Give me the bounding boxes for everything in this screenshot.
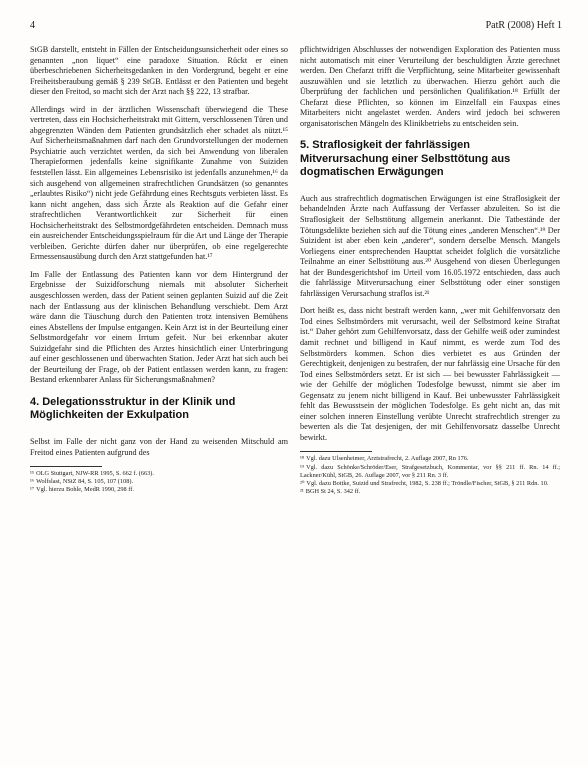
footnote — [300, 455, 560, 463]
footnote — [300, 488, 560, 496]
footnote — [30, 486, 288, 494]
right-column — [300, 45, 560, 496]
body-paragraph: Selbst im Falle der nicht ganz von der Hand zu weisenden Mitschuld am Freitod eines Patienten aufgrund des — [30, 436, 288, 457]
footnote-text: BGH St 24, S. 342 ff. — [305, 487, 361, 495]
footnote — [300, 464, 560, 480]
body-paragraph: StGB darstellt, entsteht in Fällen der Entscheidungsunsicherheit oder eines so genannten „non liquet“ eine paradoxe Situation. Rückt er einen überbeschriebenen Sicherheitsgedanken in den Vordergrund, begeht er eine Freiheitsberaubung gemäß § 239 StGB. Entlässt er den Patienten und begeht dieser den Freitod, so macht sich der Arzt nach §§ 222, 13 strafbar. — [30, 45, 288, 97]
body-paragraph: Dort heißt es, dass nicht bestraft werden kann, „wer mit Gehilfenvorsatz den Tod eines Selbstmörders mit verursacht, weil der Selbstmord keine Straftat ist.“ Daher gehört zum Gehilfenvorsatz, dass der Gehilfe weiß oder zumindest damit rechnet und billigend in Kauf nimmt, es werde zum Tod des Selbstmörders kommen. Schon dies verbietet es aus Gründen der Gerechtigkeit, denjenigen zu bestrafen, der nur fahrlässig eine Ursache für den Tod eines Selbstmörders setzt. Er ist sich — bei bewusster Fahrlässigkeit — wie der Gehilfe der möglichen Todesfolge bewusst, nimmt sie aber im Gegensatz zu jenem nicht billigend in Kauf. Bei unbewusster Fahrlässigkeit fehlt das Bewusstsein der möglichen Todesfolge. Es geht nicht an, das mit einer solchen inneren Einstellung verübte Unrecht strafrechtlich strenger zu bewerten als die Tat desjenigen, der mit Gehilfenvorsatz dasselbe Unrecht bewirkt. — [300, 306, 560, 442]
footnote — [30, 470, 288, 478]
footnote-number: ¹⁷ — [30, 486, 35, 494]
footnote-text: Vgl. hierzu Bohle, MedR 1990, 298 ff. — [36, 486, 134, 494]
footnote-divider — [30, 466, 102, 467]
footnote-number: ¹⁸ — [300, 455, 305, 463]
footnote-number: ¹⁵ — [30, 470, 35, 478]
body-paragraph: Auch aus strafrechtlich dogmatischen Erwägungen ist eine Straflosigkeit der behandelnden Ärzte nach Auffassung der Verfasser abzuleiten. So ist die Straflosigkeit der Selbsttötung allgemein anerkannt. Die Tatbestände der Tötungsdelikte beziehen sich auf die Tötung eines „anderen Menschen“.¹⁹ Der Suizident ist aber eben kein „anderer“, sondern derselbe Mensch. Mangels Vorliegens einer entsprechenden Haupttat scheidet folglich die vorsätzliche Teilnahme an einer Selbsttötung aus.²⁰ Ausgehend von diesen Überlegungen hat der Bundesgerichtshof im Urteil vom 16.05.1972 entschieden, dass auch die fahrlässige Mitverursachung einer Selbsttötung oder einer sonstigen fahrlässigen Verursachung straflos ist.²¹ — [300, 193, 560, 298]
footnote — [300, 480, 560, 488]
footnote-text: OLG Stuttgart, NJW-RR 1995, S. 662 f. (663). — [36, 470, 154, 478]
section-heading-5: 5. Straflosigkeit der fahrlässigen Mitverursachung einer Selbsttötung aus dogmatischen Erwägungen — [300, 139, 511, 179]
footnote-text: Vgl. dazu Bottke, Suizid und Strafrecht, 1982, S. 238 ff.; Tröndle/Fischer, StGB, § 211 Rdn. 10. — [306, 479, 549, 487]
running-header: PatR (2008) Heft 1 — [485, 20, 562, 31]
footnote-number: ¹⁹ — [300, 463, 305, 471]
footnote-divider — [300, 451, 372, 452]
left-column — [30, 45, 288, 494]
body-paragraph: Allerdings wird in der ärztlichen Wissenschaft überwiegend die These vertreten, dass ein Hochsicherheitstrakt mit Gittern, verschlossenen Türen und abgegrenzten Wänden dem Patienten grundsätzlich eher schadet als nützt.¹⁵ Auf Sicherheitsmaßnahmen darf nach den Grundvorstellungen der modernen Psychiatrie auch verzichtet werden, da sich bei Anwendung von liberalen Therapieformen jedenfalls keine signifikante Zunahme von Suiziden feststellen lässt. Ein allgemeines Lebensrisiko ist jedenfalls anzunehmen,¹⁶ da sich ausgehend von allgemeinen strafrechtlichen Grundsätzen (so genanntes „erlaubtes Risiko“) nicht jede Gefährdung eines Rechtsguts verbieten lässt. Es kann nicht angehen, dass sich Ärzte als Reaktion auf die Gefahr einer strafrechtlichen Verantwortlichkeit zur Sicherheit für einen Hochsicherheitstrakt des Selbstmordgefährdeten entscheiden. Demnach muss ein ausreichender Entscheidungsspielraum für die Art und Länge der Therapie verbleiben. Gerichte dürfen daher nur überprüfen, ob eine regelgerechte Ermessensausübung durch den Arzt stattgefunden hat.¹⁷ — [30, 104, 288, 262]
body-paragraph: pflichtwidrigen Abschlusses der notwendigen Exploration des Patienten muss nicht automatisch mit einer Verurteilung der beschuldigten Ärzte gerechnet werden. Den Chefarzt trifft die Verpflichtung, seine Mitarbeiter gewissenhaft auszuwählen und sie letztlich zu überwachen. Hierzu gehört auch die Überprüfung der fachlichen und persönlichen Qualifikation.¹⁸ Erfüllt der Chefarzt diese Pflichten, so können im Einzelfall ein Fauxpas eines Mitarbeiters nicht angelastet werden. Anders wird jedoch bei schweren organisatorischen Mängeln des Klinikbetriebs zu entscheiden sein. — [300, 45, 560, 128]
footnote-text: Wolfslast, NStZ 84, S. 105, 107 (108). — [36, 478, 134, 486]
footnote-number: ¹⁶ — [30, 478, 35, 486]
section-heading-4: 4. Delegationsstruktur in der Klinik und Möglichkeiten der Exkulpation — [30, 395, 236, 422]
footnote-number: ²¹ — [300, 487, 304, 495]
body-paragraph: Im Falle der Entlassung des Patienten kann vor dem Hintergrund der Ergebnisse der Suizidforschung niemals mit absoluter Sicherheit ausgeschlossen werden, dass der Patient seinen geplanten Suizid auf die Zeit nach der Entlassung aus der klinischen Behandlung verschiebt. Dem Arzt wäre dann die Täuschung durch den Patienten trotz intensiven Bemühens eines Abstellens der Impulse entgangen. Kein Arzt ist in der Beurteilung einer Selbstmordgefahr vor einem Irrtum gefeit. Nur bei erkennbar akuter Suizidgefahr sind die Pflichten des Arztes hinsichtlich einer Unterbringung auf einer geschlossenen und überwachten Station. Jeder Arzt hat sich auch bei der Beurteilung der Frage, ob der Patient entlassen werden kann, zu fragen: Bestand erkennbarer Anlass für Sicherungsmaßnahmen? — [30, 269, 288, 385]
footnote — [30, 478, 288, 486]
footnote-text: Vgl. dazu Schönke/Schröder/Eser, Strafgesetzbuch, Kommentar, vor §§ 211 ff. Rn. 14 ff.; Lackner/Kühl, StGB, 26. Auflage 2007, vor § 211 Rn. 3 ff. — [300, 463, 560, 479]
footnote-text: Vgl. dazu Ulsenheimer, Arztstrafrecht, 2. Auflage 2007, Rn 176. — [306, 455, 469, 463]
footnote-number: ²⁰ — [300, 479, 305, 487]
page-number: 4 — [30, 20, 35, 31]
